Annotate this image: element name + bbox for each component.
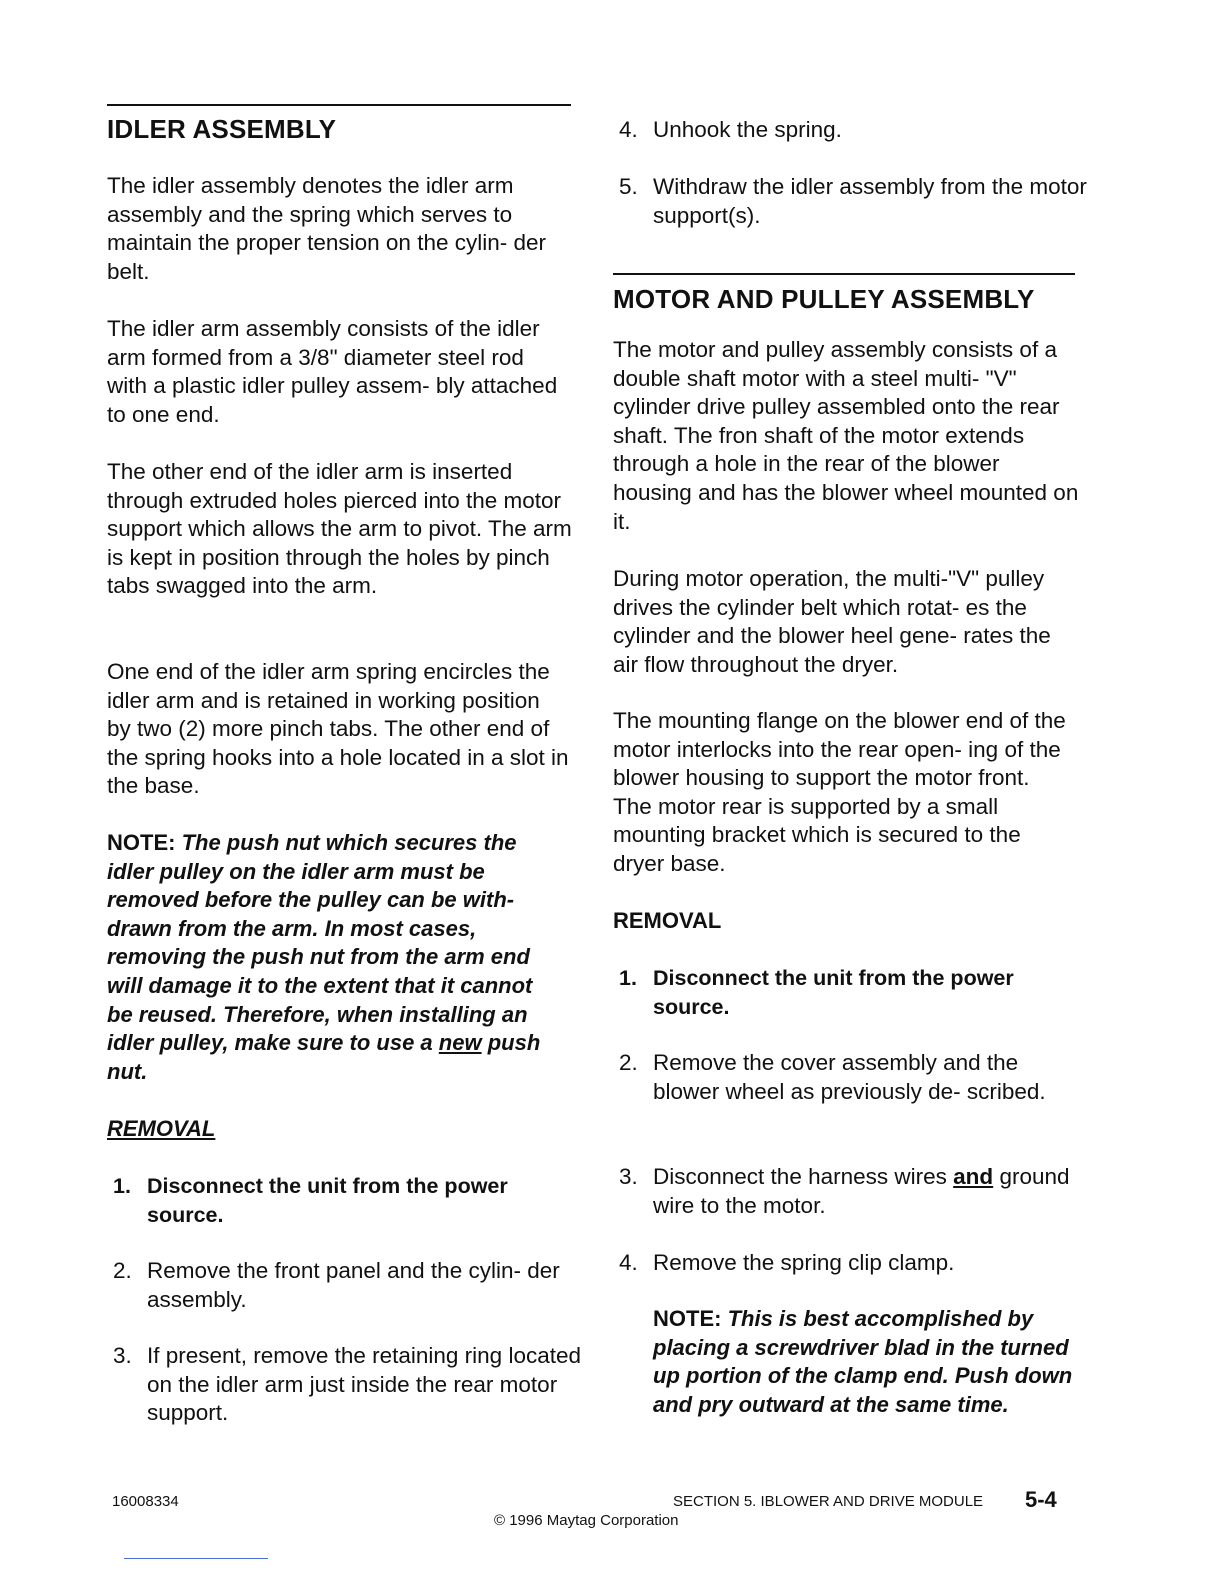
motor-paragraph-1: The motor and pulley assembly consists of a double shaft motor with a steel multi- "V" cylinder drive pulley assembled onto the rear shaft. The fron shaft of the motor extends through a hole in the rear of the blower housing and has the blower wheel mounted on it. xyxy=(613,337,1079,534)
step-number: 1. xyxy=(113,1174,131,1198)
step-text-and: and xyxy=(953,1164,994,1189)
motor-paragraph-2: During motor operation, the multi-"V" pulley drives the cylinder belt which rotat- es the cylinder and the blower heel gene- rates the air flow throughout the dryer. xyxy=(613,566,1051,677)
step-text-a: Disconnect the harness wires xyxy=(653,1164,947,1189)
step-number: 3. xyxy=(619,1164,638,1189)
note-text xyxy=(107,830,540,1084)
note-label: NOTE: xyxy=(653,1306,722,1331)
idler-paragraph-3: The other end of the idler arm is inserted through extruded holes pierced into the motor support which allows the arm to pivot. The arm is kept in position through the holes by pinch tabs swagged into the arm. xyxy=(107,459,572,599)
step-number: 2. xyxy=(113,1258,132,1283)
step-text: Withdraw the idler assembly from the motor support(s). xyxy=(653,174,1087,228)
right-step-1 xyxy=(613,964,1093,1021)
note-label: NOTE: xyxy=(107,830,176,855)
motor-pulley-heading: MOTOR AND PULLEY ASSEMBLY xyxy=(613,284,1035,314)
idler-note xyxy=(107,829,562,1086)
step-number: 5. xyxy=(619,174,638,199)
right-step-5-top xyxy=(613,173,1113,230)
idler-paragraph-1: The idler assembly denotes the idler arm assembly and the spring which serves to maintain the proper tension on the cylin- der belt. xyxy=(107,173,547,284)
left-heading-rule xyxy=(107,104,571,106)
copyright: © 1996 Maytag Corporation xyxy=(494,1512,679,1529)
left-step-3 xyxy=(107,1342,587,1428)
step-text: Disconnect the unit from the power source. xyxy=(653,966,1014,1019)
left-step-1 xyxy=(107,1172,587,1229)
note-text-b: push nut. xyxy=(107,1030,541,1084)
section-label: SECTION 5. IBLOWER AND DRIVE MODULE xyxy=(673,1493,984,1510)
right-step-3 xyxy=(613,1163,1093,1220)
idler-paragraph-2: The idler arm assembly consists of the idler arm formed from a 3/8" diameter steel rod with a plastic idler pulley assem- bly attached to one end. xyxy=(107,316,558,427)
left-removal-heading: REMOVAL xyxy=(107,1116,216,1141)
idler-paragraph-4: One end of the idler arm spring encircles the idler arm and is retained in working position by two (2) more pinch tabs. The other end of the spring hooks into a hole located in a slot in the base. xyxy=(107,659,569,799)
right-step-4 xyxy=(613,1249,1093,1278)
motor-paragraph-3: The mounting flange on the blower end of the motor interlocks into the rear open- ing of the blower housing to support the motor front. The motor rear is supported by a small mounting bracket which is secured to the dryer base. xyxy=(613,708,1066,876)
step-text: Unhook the spring. xyxy=(653,117,842,142)
page-number: 5-4 xyxy=(1025,1487,1057,1512)
step-text-b: ground wire to the motor. xyxy=(653,1164,1070,1218)
step-number: 1. xyxy=(619,966,637,990)
right-heading-rule xyxy=(613,273,1075,275)
right-removal-heading: REMOVAL xyxy=(613,908,722,933)
right-step-2 xyxy=(613,1049,1073,1106)
scan-artifact-line xyxy=(124,1558,268,1559)
step-number: 4. xyxy=(619,117,638,142)
step-text: If present, remove the retaining ring located on the idler arm just inside the rear motor support. xyxy=(147,1343,581,1426)
step-text: Remove the spring clip clamp. xyxy=(653,1250,955,1275)
step-number: 3. xyxy=(113,1343,132,1368)
step-text: Remove the cover assembly and the blower wheel as previously de- scribed. xyxy=(653,1050,1046,1104)
step-number: 2. xyxy=(619,1050,638,1075)
note-text-new: new xyxy=(438,1030,482,1056)
step-number: 4. xyxy=(619,1250,638,1275)
left-step-2 xyxy=(107,1257,587,1314)
doc-number: 16008334 xyxy=(112,1493,179,1510)
note-text-a: The push nut which secures the idler pulley on the idler arm must be removed before the pulley can be with- drawn from the arm. In most cases, removing the push nut from the arm end will damage it to the extent that it cannot be reused. Therefore, when installing an idler pulley, make sure to use a xyxy=(107,830,533,1056)
step-text: Disconnect the unit from the power source. xyxy=(147,1174,508,1227)
note-text: This is best accomplished by placing a screwdriver blad in the turned up portion of the clamp end. Push down and pry outward at the same time. xyxy=(653,1306,1073,1417)
right-step-4-top xyxy=(613,116,1113,145)
step-text: Remove the front panel and the cylin- der assembly. xyxy=(147,1258,560,1312)
idler-assembly-heading: IDLER ASSEMBLY xyxy=(107,114,337,144)
motor-note xyxy=(653,1305,1078,1419)
